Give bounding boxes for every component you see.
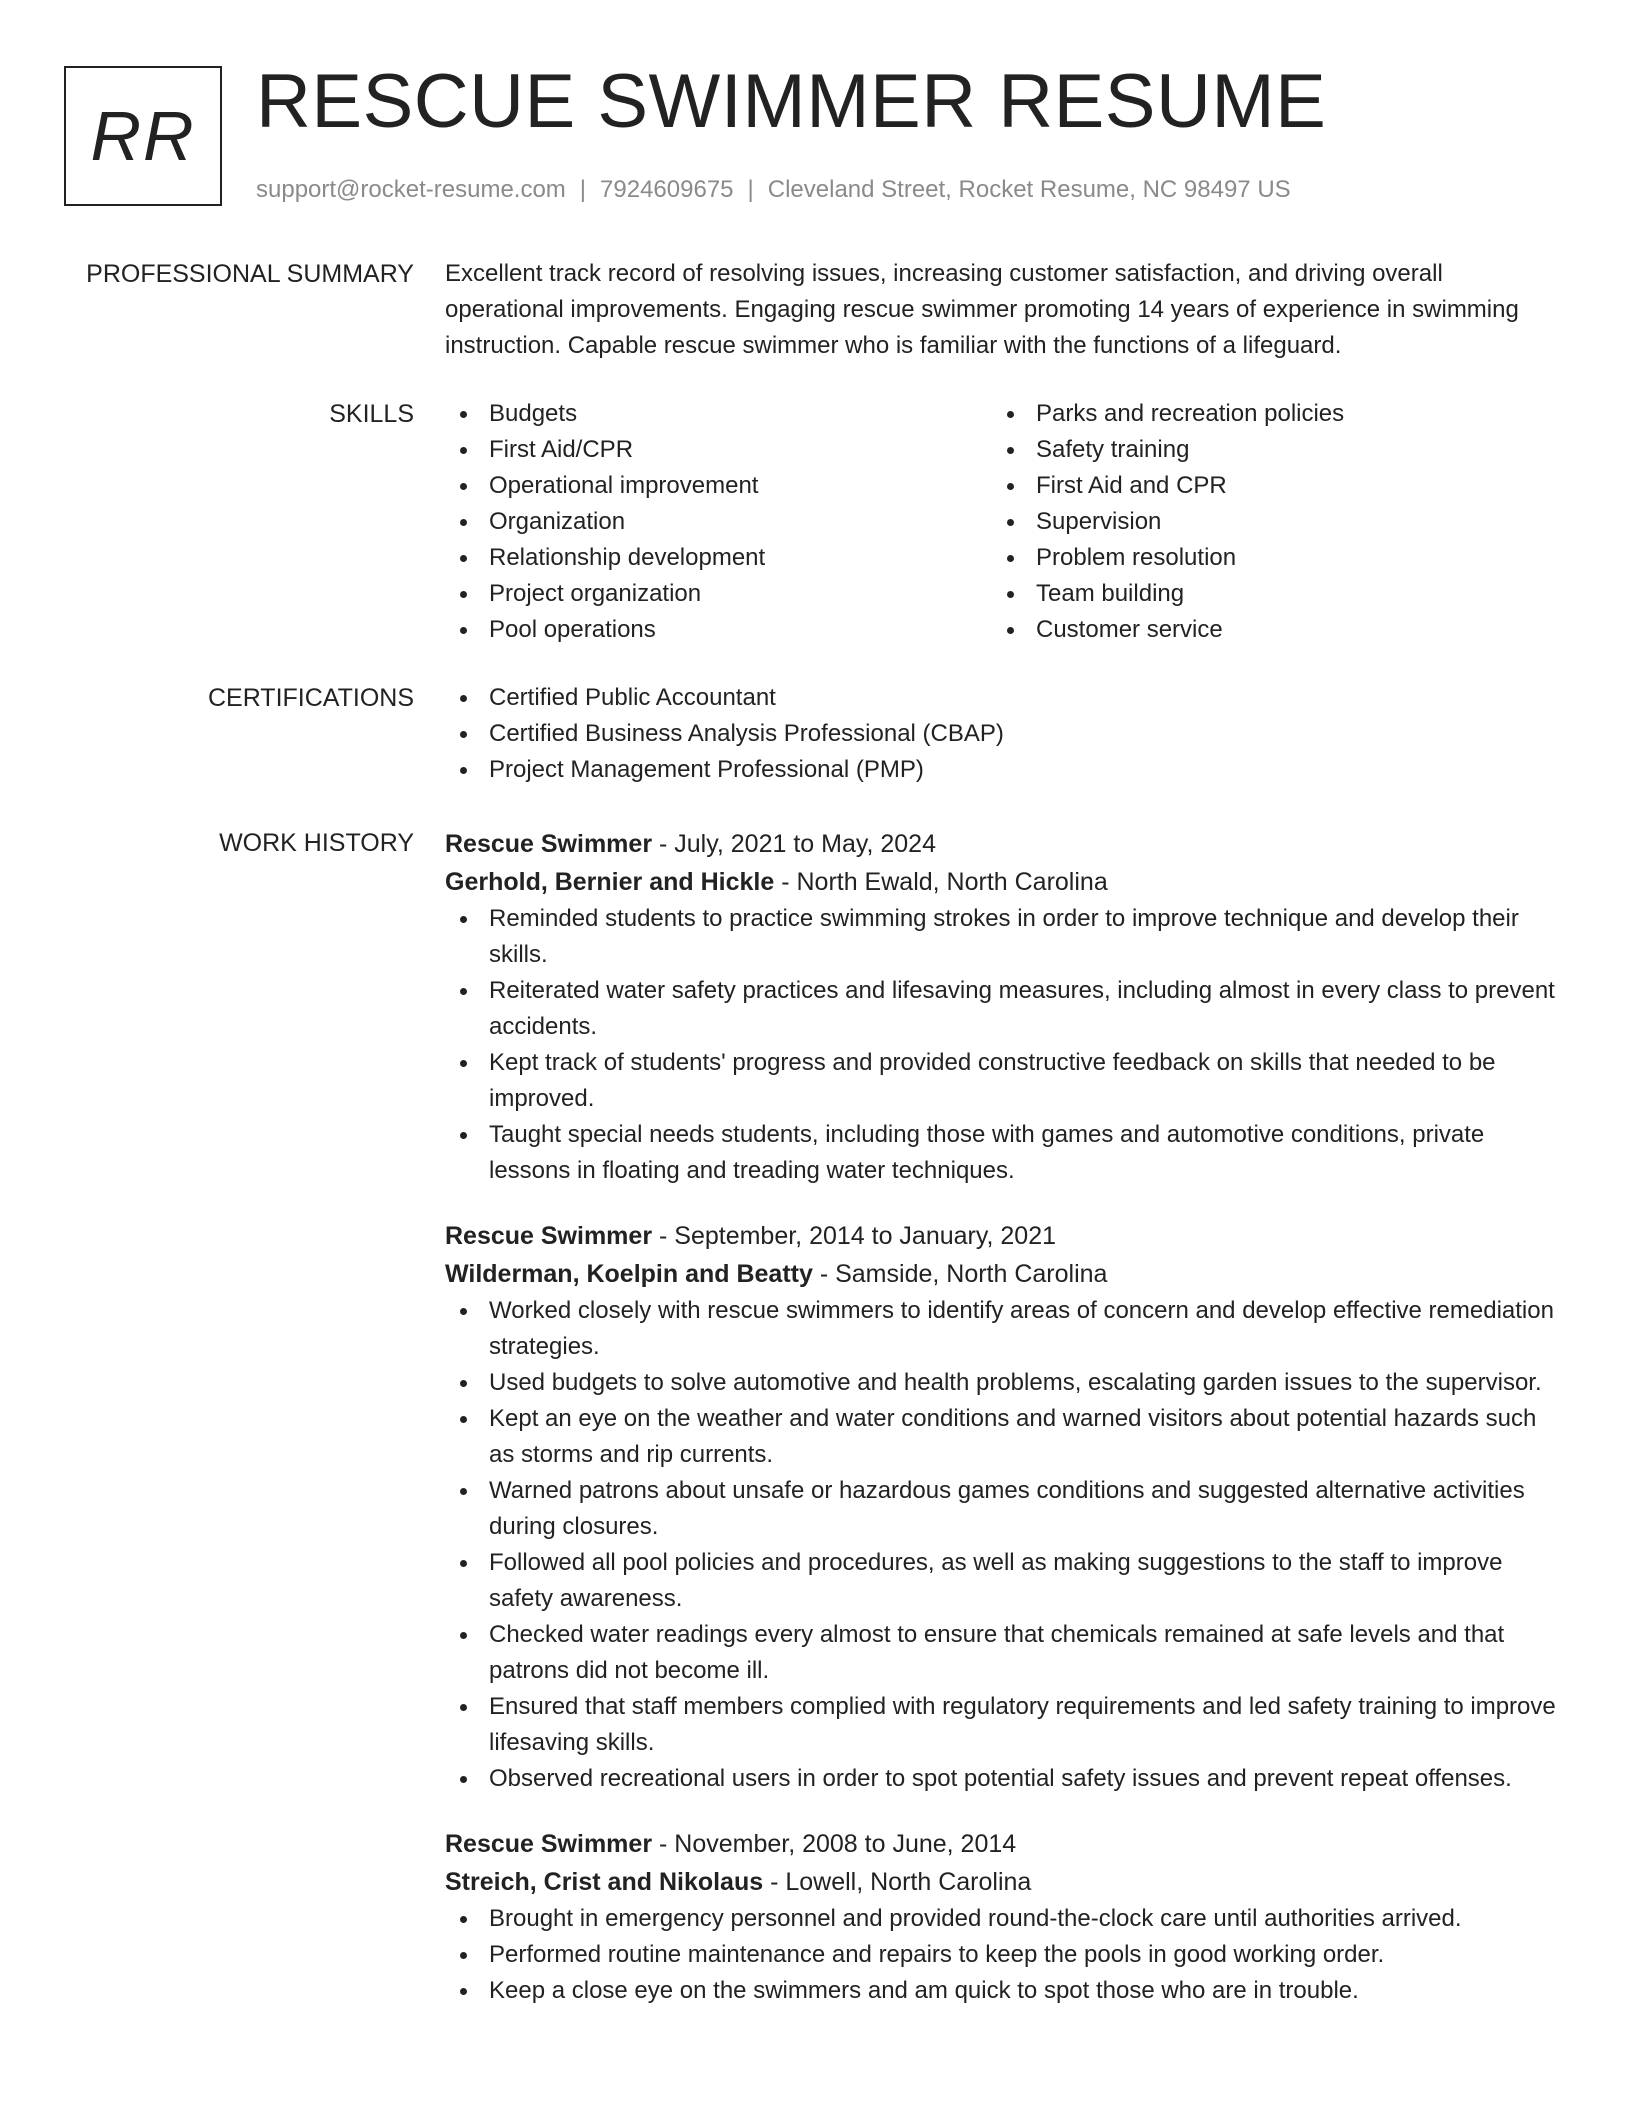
certification-item: Project Management Professional (PMP) bbox=[445, 752, 1565, 788]
section-heading-summary: PROFESSIONAL SUMMARY bbox=[86, 260, 414, 288]
job-duty-item: Keep a close eye on the swimmers and am quick to spot those who are in trouble. bbox=[445, 1973, 1565, 2009]
skill-item: First Aid and CPR bbox=[992, 468, 1539, 504]
job-location: - Lowell, North Carolina bbox=[763, 1868, 1032, 1896]
job-duties-list bbox=[445, 1901, 1565, 2009]
job-duties-list bbox=[445, 1293, 1565, 1797]
skill-item: Budgets bbox=[445, 396, 992, 432]
job-duty-item: Followed all pool policies and procedures, as well as making suggestions to the staff to improve safety awareness. bbox=[445, 1545, 1565, 1617]
skill-item: Problem resolution bbox=[992, 540, 1539, 576]
skill-item: First Aid/CPR bbox=[445, 432, 992, 468]
contact-email[interactable]: support@rocket-resume.com bbox=[256, 176, 566, 203]
job-entry bbox=[445, 825, 1565, 1189]
job-duty-item: Used budgets to solve automotive and health problems, escalating garden issues to the supervisor. bbox=[445, 1365, 1565, 1401]
skills-list-right bbox=[992, 396, 1539, 648]
skill-item: Team building bbox=[992, 576, 1539, 612]
job-duty-item: Checked water readings every almost to ensure that chemicals remained at safe levels and that patrons did not become ill. bbox=[445, 1617, 1565, 1689]
monogram-box bbox=[64, 66, 222, 206]
job-duty-item: Reiterated water safety practices and lifesaving measures, including almost in every class to prevent accidents. bbox=[445, 973, 1565, 1045]
job-duty-item: Observed recreational users in order to spot potential safety issues and prevent repeat offenses. bbox=[445, 1761, 1565, 1797]
certifications-body bbox=[445, 680, 1565, 788]
skill-item: Organization bbox=[445, 504, 992, 540]
job-duty-item: Brought in emergency personnel and provided round-the-clock care until authorities arrived. bbox=[445, 1901, 1565, 1937]
skill-item: Supervision bbox=[992, 504, 1539, 540]
skill-item: Project organization bbox=[445, 576, 992, 612]
job-duty-item: Kept an eye on the weather and water conditions and warned visitors about potential hazards such as storms and rip currents. bbox=[445, 1401, 1565, 1473]
job-duty-item: Ensured that staff members complied with regulatory requirements and led safety training to improve lifesaving skills. bbox=[445, 1689, 1565, 1761]
certification-item: Certified Business Analysis Professional (CBAP) bbox=[445, 716, 1565, 752]
skill-item: Customer service bbox=[992, 612, 1539, 648]
contact-separator: | bbox=[579, 176, 587, 203]
section-heading-skills: SKILLS bbox=[329, 400, 414, 428]
job-entry bbox=[445, 1217, 1565, 1797]
job-company-line bbox=[445, 1863, 1565, 1901]
job-title-line bbox=[445, 1825, 1565, 1863]
job-duty-item: Kept track of students' progress and provided constructive feedback on skills that needed to be improved. bbox=[445, 1045, 1565, 1117]
job-title: Rescue Swimmer bbox=[445, 1830, 653, 1858]
job-title: Rescue Swimmer bbox=[445, 830, 653, 858]
job-location: - North Ewald, North Carolina bbox=[774, 868, 1108, 896]
job-company-line bbox=[445, 863, 1565, 901]
contact-phone[interactable]: 7924609675 bbox=[600, 176, 734, 203]
job-company-line bbox=[445, 1255, 1565, 1293]
skill-item: Safety training bbox=[992, 432, 1539, 468]
certifications-list bbox=[445, 680, 1565, 788]
skills-columns bbox=[445, 396, 1565, 648]
job-duty-item: Taught special needs students, including those with games and automotive conditions, private lessons in floating and treading water techniques. bbox=[445, 1117, 1565, 1189]
resume-title: RESCUE SWIMMER RESUME bbox=[256, 59, 1327, 144]
job-dates: - July, 2021 to May, 2024 bbox=[652, 830, 936, 858]
job-dates: - September, 2014 to January, 2021 bbox=[652, 1222, 1057, 1250]
job-company: Wilderman, Koelpin and Beatty bbox=[445, 1260, 813, 1288]
summary-text: Excellent track record of resolving issues, increasing customer satisfaction, and driving overall operational improvements. Engaging rescue swimmer promoting 14 years of experience in swimming instruction. Capable rescue swimmer who is familiar with the functions of a lifeguard. bbox=[445, 260, 1519, 359]
job-entry bbox=[445, 1825, 1565, 2009]
summary-body bbox=[445, 256, 1565, 364]
section-heading-certifications: CERTIFICATIONS bbox=[207, 684, 414, 712]
job-location: - Samside, North Carolina bbox=[812, 1260, 1108, 1288]
contact-separator: | bbox=[747, 176, 754, 203]
job-duty-item: Warned patrons about unsafe or hazardous games conditions and suggested alternative activities during closures. bbox=[445, 1473, 1565, 1545]
job-title: Rescue Swimmer bbox=[445, 1222, 653, 1250]
job-duty-item: Reminded students to practice swimming strokes in order to improve technique and develop their skills. bbox=[445, 901, 1565, 973]
skills-body bbox=[445, 396, 1565, 648]
skill-item: Pool operations bbox=[445, 612, 992, 648]
job-duty-item: Performed routine maintenance and repairs to keep the pools in good working order. bbox=[445, 1937, 1565, 1973]
skill-item: Parks and recreation policies bbox=[992, 396, 1539, 432]
skills-list-left bbox=[445, 396, 992, 648]
job-company: Streich, Crist and Nikolaus bbox=[445, 1868, 764, 1896]
contact-address: Cleveland Street, Rocket Resume, NC 98497 US bbox=[767, 176, 1291, 203]
job-title-line bbox=[445, 1217, 1565, 1255]
job-dates: - November, 2008 to June, 2014 bbox=[652, 1830, 1017, 1858]
skill-item: Relationship development bbox=[445, 540, 992, 576]
contact-line bbox=[256, 175, 1291, 205]
job-company: Gerhold, Bernier and Hickle bbox=[445, 868, 775, 896]
job-duty-item: Worked closely with rescue swimmers to identify areas of concern and develop effective remediation strategies. bbox=[445, 1293, 1565, 1365]
section-heading-work-history: WORK HISTORY bbox=[219, 829, 414, 857]
work-history-body bbox=[445, 825, 1565, 2037]
job-duties-list bbox=[445, 901, 1565, 1189]
certification-item: Certified Public Accountant bbox=[445, 680, 1565, 716]
monogram-initials: RR bbox=[90, 97, 196, 175]
skill-item: Operational improvement bbox=[445, 468, 992, 504]
job-title-line bbox=[445, 825, 1565, 863]
